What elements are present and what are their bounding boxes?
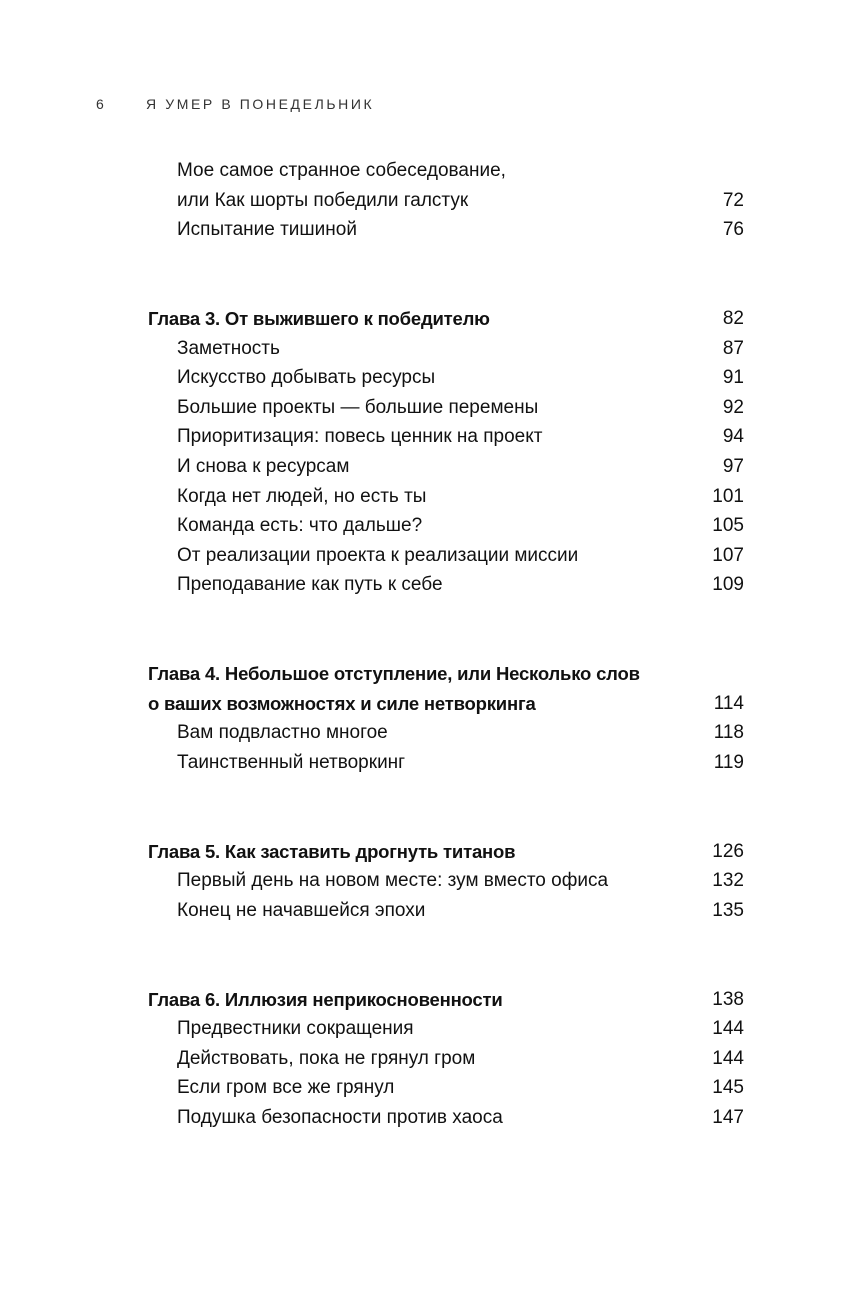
- toc-entry-title: Конец не начавшейся эпохи: [177, 899, 426, 921]
- toc-entry[interactable]: [148, 748, 744, 778]
- toc-entry[interactable]: [148, 896, 744, 926]
- chapter-title: Глава 3. От выжившего к победителю: [148, 307, 490, 329]
- toc-entry[interactable]: [148, 215, 744, 245]
- toc-entry-title: Действовать, пока не грянул гром: [177, 1047, 476, 1069]
- section-gap: [148, 777, 744, 836]
- toc-entry-title: Приоритизация: повесь ценник на проект: [177, 426, 543, 448]
- toc-entry[interactable]: [148, 156, 744, 186]
- toc-entry-page: 87: [722, 337, 744, 359]
- toc-entry[interactable]: [148, 422, 744, 452]
- toc-entry-page: 144: [712, 1047, 744, 1069]
- toc-entry[interactable]: [148, 363, 744, 393]
- book-title: Я УМЕР В ПОНЕДЕЛЬНИК: [146, 96, 375, 112]
- toc-entry[interactable]: [148, 718, 744, 748]
- toc-entry-title: Таинственный нетворкинг: [177, 751, 406, 773]
- toc-entry-title: или Как шорты победили галстук: [177, 189, 469, 211]
- chapter-heading[interactable]: [148, 659, 744, 689]
- chapter-page: 138: [712, 988, 744, 1010]
- toc-entry-page: 132: [712, 870, 744, 892]
- toc-entry-page: 94: [722, 426, 744, 448]
- section-gap: [148, 245, 744, 304]
- table-of-contents: [148, 156, 744, 1133]
- chapter-page: 126: [712, 840, 744, 862]
- toc-entry[interactable]: [148, 452, 744, 482]
- section-gap: [148, 600, 744, 659]
- chapter-title: о ваших возможностях и силе нетворкинга: [148, 692, 536, 714]
- toc-entry-page: 92: [722, 396, 744, 418]
- toc-entry[interactable]: [148, 186, 744, 216]
- toc-entry-page: 105: [712, 515, 744, 537]
- toc-entry[interactable]: [148, 1014, 744, 1044]
- toc-entry[interactable]: [148, 1044, 744, 1074]
- chapter-heading[interactable]: [148, 837, 744, 867]
- toc-entry[interactable]: [148, 511, 744, 541]
- toc-entry-page: 145: [712, 1077, 744, 1099]
- toc-entry-page: 135: [712, 899, 744, 921]
- chapter-title: Глава 4. Небольшое отступление, или Несколько слов: [148, 663, 640, 685]
- toc-entry-page: 72: [722, 189, 744, 211]
- toc-entry-title: От реализации проекта к реализации миссии: [177, 544, 579, 566]
- toc-entry-page: 101: [712, 485, 744, 507]
- toc-entry-title: Заметность: [177, 337, 280, 359]
- toc-entry[interactable]: [148, 1073, 744, 1103]
- toc-entry-title: И снова к ресурсам: [177, 455, 350, 477]
- toc-entry-page: 76: [722, 219, 744, 241]
- toc-entry-title: Вам подвластно многое: [177, 722, 388, 744]
- toc-entry-page: 107: [712, 544, 744, 566]
- chapter-page: 114: [713, 692, 744, 714]
- toc-entry-title: Предвестники сокращения: [177, 1018, 414, 1040]
- toc-entry[interactable]: [148, 866, 744, 896]
- toc-entry-page: 91: [722, 367, 744, 389]
- page-number: 6: [96, 96, 104, 112]
- toc-entry-page: 144: [712, 1018, 744, 1040]
- toc-entry-title: Когда нет людей, но есть ты: [177, 485, 427, 507]
- toc-entry-title: Искусство добывать ресурсы: [177, 367, 436, 389]
- toc-entry-title: Если гром все же грянул: [177, 1077, 395, 1099]
- toc-entry[interactable]: [148, 393, 744, 423]
- toc-entry-page: 118: [713, 722, 744, 744]
- toc-entry[interactable]: [148, 334, 744, 364]
- toc-entry[interactable]: [148, 570, 744, 600]
- toc-entry-title: Испытание тишиной: [177, 219, 357, 241]
- chapter-heading[interactable]: [148, 985, 744, 1015]
- toc-entry-title: Подушка безопасности против хаоса: [177, 1107, 503, 1128]
- toc-entry[interactable]: [148, 482, 744, 512]
- toc-entry-title: Команда есть: что дальше?: [177, 515, 423, 537]
- chapter-page: 82: [722, 307, 744, 329]
- section-gap: [148, 925, 744, 984]
- chapter-heading-continued[interactable]: [148, 689, 744, 719]
- toc-entry-page: 147: [712, 1107, 744, 1128]
- chapter-title: Глава 6. Иллюзия неприкосновенности: [148, 988, 503, 1010]
- toc-entry-title: Мое самое странное собеседование,: [177, 160, 506, 181]
- toc-entry-page: 119: [713, 751, 744, 773]
- toc-entry[interactable]: [148, 541, 744, 571]
- toc-entry-page: 109: [712, 574, 744, 596]
- chapter-title: Глава 5. Как заставить дрогнуть титанов: [148, 840, 516, 862]
- chapter-heading[interactable]: [148, 304, 744, 334]
- running-head: [96, 96, 496, 116]
- toc-entry-title: Большие проекты — большие перемены: [177, 396, 539, 418]
- toc-entry-title: Преподавание как путь к себе: [177, 574, 443, 596]
- toc-entry-page: 97: [722, 455, 744, 477]
- toc-entry[interactable]: [148, 1103, 744, 1133]
- toc-entry-title: Первый день на новом месте: зум вместо офиса: [177, 870, 609, 892]
